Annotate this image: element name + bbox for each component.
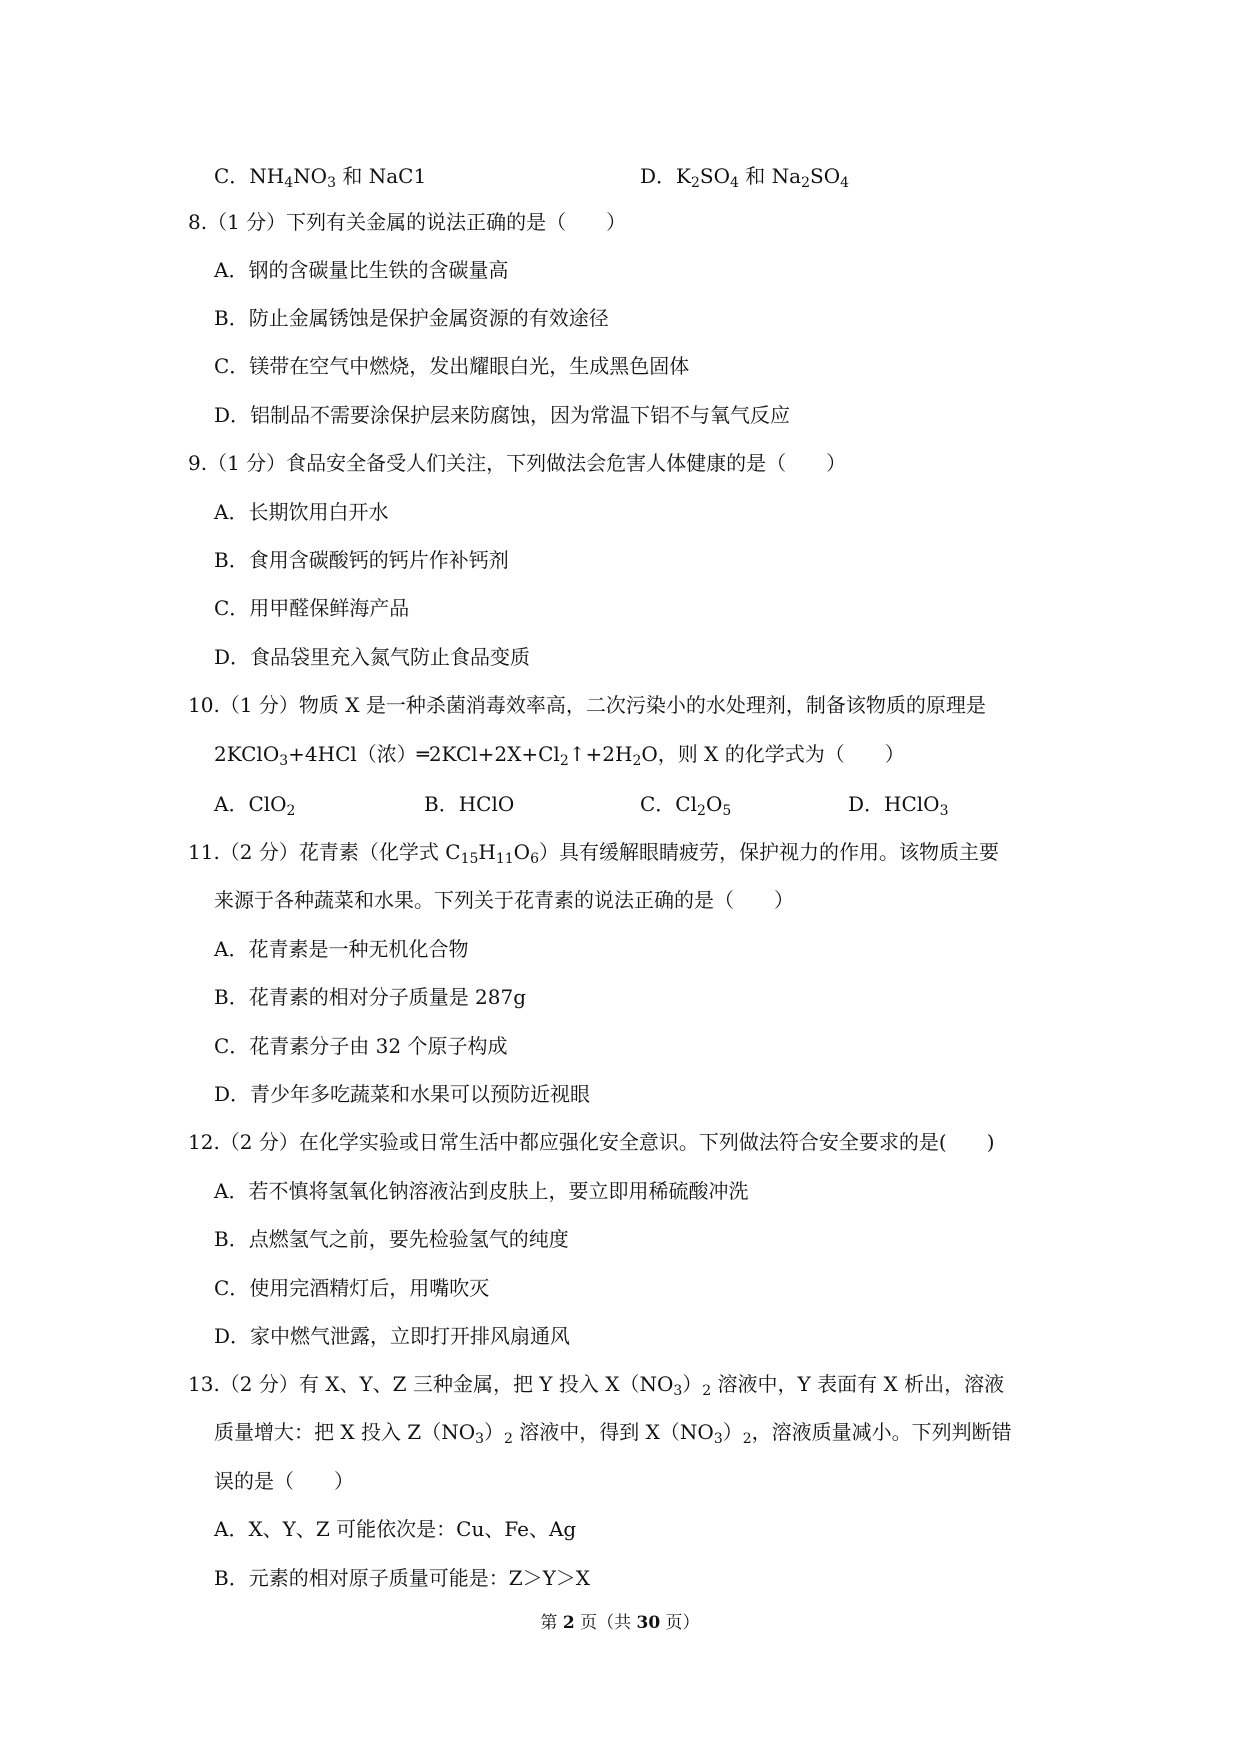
current-page-number: 2 [562, 1613, 575, 1633]
q8-option-a: A．钢的含碳量比生铁的含碳量高 [214, 258, 509, 282]
q9-option-a: A．长期饮用白开水 [214, 500, 389, 524]
q9-stem: 9.（1 分）食品安全备受人们关注，下列做法会危害人体健康的是（ ） [188, 451, 847, 475]
q10-option-a: A．ClO$_2$ [214, 792, 296, 819]
q11-option-a: A．花青素是一种无机化合物 [214, 937, 469, 961]
q8-option-d: D．铝制品不需要涂保护层来防腐蚀，因为常温下铝不与氧气反应 [214, 403, 791, 427]
q10-stem: 10.（1 分）物质 X 是一种杀菌消毒效率高，二次污染小的水处理剂，制备该物质的原理是 [188, 693, 986, 717]
q12-option-c: C．使用完酒精灯后，用嘴吹灭 [214, 1276, 490, 1300]
q13-option-b: B．元素的相对原子质量可能是：Z＞Y＞X [214, 1566, 591, 1590]
q8-option-c: C．镁带在空气中燃烧，发出耀眼白光，生成黑色固体 [214, 354, 690, 378]
q12-stem: 12.（2 分）在化学实验或日常生活中都应强化安全意识。下列做法符合安全要求的是( ) [188, 1130, 995, 1154]
q12-option-b: B．点燃氢气之前，要先检验氢气的纯度 [214, 1227, 569, 1251]
q13-stem: 13.（2 分）有 X、Y、Z 三种金属，把 Y 投入 $X(NO_3)_2$ 溶液中，Y 表面有 X 析出，溶液 [188, 1372, 1005, 1399]
q10-option-c: C．$Cl_2O_5$ [640, 792, 732, 819]
q7-option-c: C．$NH_4NO_3$ 和 NaC1 [214, 164, 427, 191]
q8-option-b: B．防止金属锈蚀是保护金属资源的有效途径 [214, 306, 609, 330]
q11-option-d: D．青少年多吃蔬菜和水果可以预防近视眼 [214, 1082, 591, 1106]
q13-stem-line2: 质量增大：把 X 投入 $Z(NO_3)_2$ 溶液中，得到 $X(NO_3)_2$，溶液质量减小。下列判断错 [214, 1420, 1012, 1447]
q12-option-d: D．家中燃气泄露，立即打开排风扇通风 [214, 1324, 571, 1348]
q10-option-d: D．HClO$_3$ [848, 792, 949, 819]
q10-equation: 2KClO$_3$+4HCl（浓）$═2KCl+2X+Cl_2↑+2H_2O$，则 X 的化学式为（ ） [214, 742, 905, 769]
q8-stem: 8.（1 分）下列有关金属的说法正确的是（ ） [188, 210, 627, 234]
q10-option-b: B．HClO [424, 792, 515, 816]
q11-stem: 11.（2 分）花青素（化学式 $C_{15}H_{11}O_6$）具有缓解眼睛疲劳，保护视力的作用。该物质主要 [188, 840, 999, 867]
page-footer: 第 2 页（共 30 页） [540, 1613, 700, 1633]
q9-option-c: C．用甲醛保鲜海产品 [214, 596, 410, 620]
q7-option-d: D．$K_2SO_4$ 和 $Na_2SO_4$ [640, 164, 850, 191]
q11-stem-continued: 来源于各种蔬菜和水果。下列关于花青素的说法正确的是（ ） [214, 888, 794, 912]
q12-option-a: A．若不慎将氢氧化钠溶液沾到皮肤上，要立即用稀硫酸冲洗 [214, 1179, 749, 1203]
total-page-count: 30 [636, 1613, 661, 1633]
q13-option-a: A．X、Y、Z 可能依次是：Cu、Fe、Ag [214, 1517, 577, 1541]
q9-option-b: B．食用含碳酸钙的钙片作补钙剂 [214, 548, 509, 572]
q9-option-d: D．食品袋里充入氮气防止食品变质 [214, 645, 531, 669]
q11-option-b: B．花青素的相对分子质量是 287g [214, 985, 527, 1009]
q13-stem-line3: 误的是（ ） [214, 1469, 354, 1493]
q11-option-c: C．花青素分子由 32 个原子构成 [214, 1034, 508, 1058]
